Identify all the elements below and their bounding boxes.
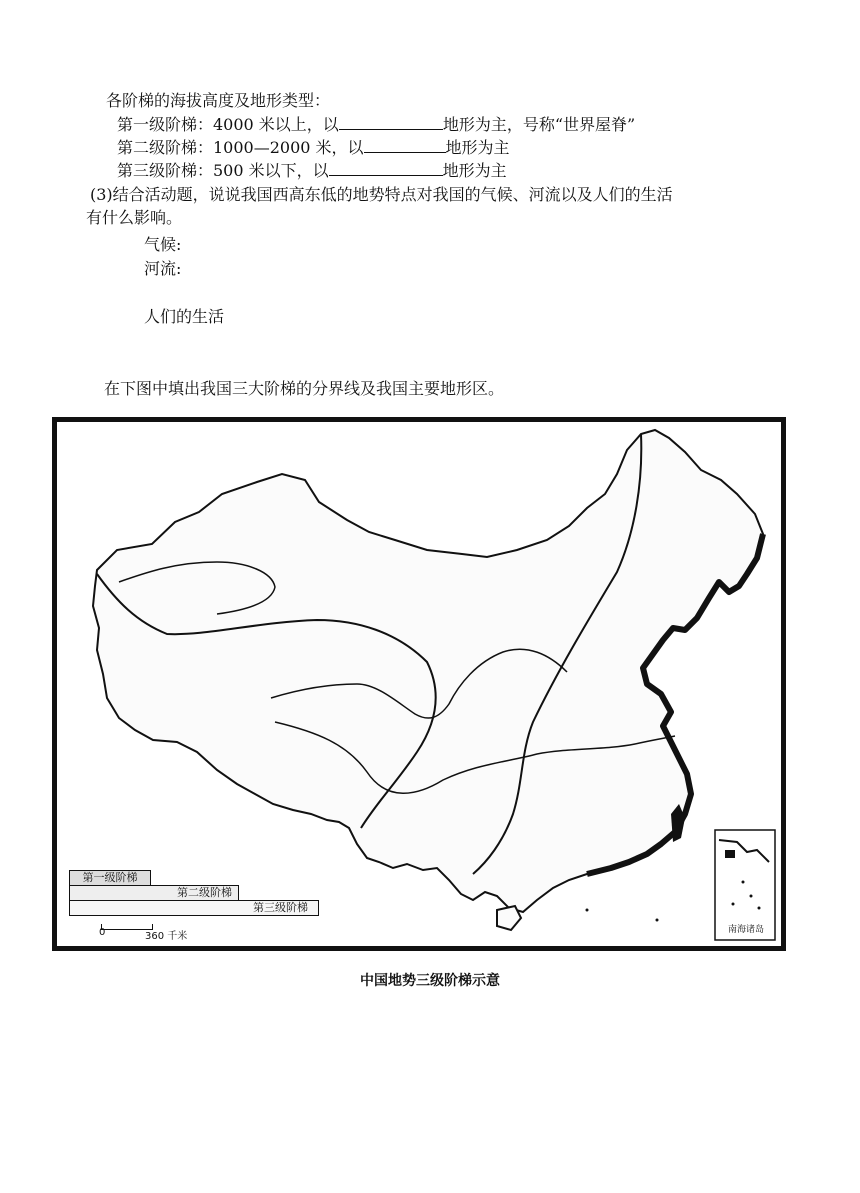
- scale-zero: 0: [99, 927, 106, 938]
- step2-text-a: 第二级阶梯：1000—2000 米，以: [117, 138, 364, 157]
- step1-text-b: 地形为主，号称“世界屋脊”: [442, 115, 636, 134]
- step2-blank[interactable]: [364, 136, 446, 153]
- map-drawing: [57, 422, 781, 946]
- scale-value: 360 千米: [145, 931, 188, 942]
- island-dot-3: [758, 907, 761, 910]
- island-dot-6: [586, 909, 589, 912]
- step3-line: [117, 159, 507, 182]
- step1-line: [117, 113, 635, 136]
- legend-step2: 第二级阶梯: [69, 885, 239, 901]
- inset-island-marker: [725, 850, 735, 858]
- climate-label: 气候:: [144, 235, 182, 254]
- china-terrain-map: [52, 417, 786, 951]
- step3-text-a: 第三级阶梯：500 米以下，以: [117, 161, 329, 180]
- step3-text-b: 地形为主: [442, 161, 507, 180]
- legend-step3: 第三级阶梯: [69, 900, 319, 916]
- step3-blank[interactable]: [329, 159, 443, 176]
- legend-step1: 第一级阶梯: [69, 870, 151, 886]
- task-text: 在下图中填出我国三大阶梯的分界线及我国主要地形区。: [104, 379, 505, 398]
- life-label: 人们的生活: [144, 307, 225, 326]
- river-label: 河流:: [144, 259, 182, 278]
- island-dot-5: [656, 919, 659, 922]
- q3-line2: 有什么影响。: [86, 208, 183, 227]
- inset-label: 南海诸岛: [727, 925, 764, 935]
- step2-line: [117, 136, 510, 159]
- hainan-island: [497, 906, 521, 930]
- island-dot-2: [750, 895, 753, 898]
- step1-blank[interactable]: [339, 113, 443, 130]
- heading-text: 各阶梯的海拔高度及地形类型：: [106, 91, 331, 110]
- island-dot-1: [742, 881, 745, 884]
- step1-text-a: 第一级阶梯：4000 米以上，以: [117, 115, 339, 134]
- island-dot-4: [732, 903, 735, 906]
- map-caption: 中国地势三级阶梯示意: [360, 973, 500, 989]
- step2-text-b: 地形为主: [445, 138, 510, 157]
- q3-line1: (3)结合活动题，说说我国西高东低的地势特点对我国的气候、河流以及人们的生活: [90, 185, 673, 204]
